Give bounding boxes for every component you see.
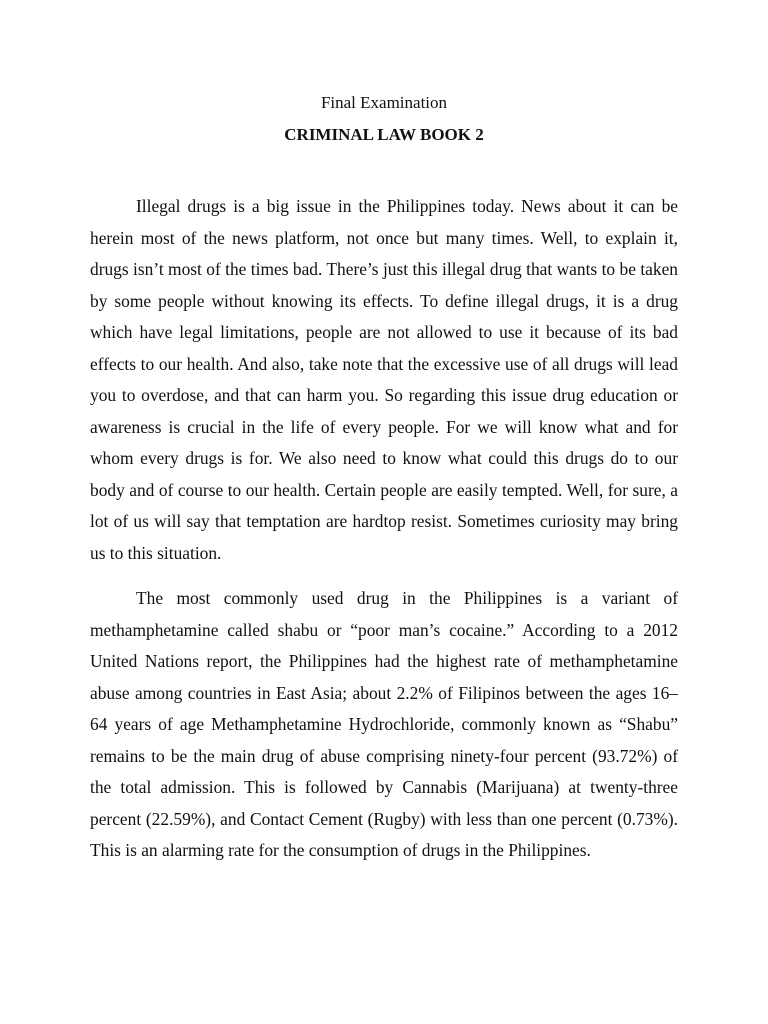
document-title: CRIMINAL LAW BOOK 2	[284, 125, 484, 144]
document-body	[90, 191, 678, 881]
document-header	[0, 90, 768, 148]
exam-label: Final Examination	[320, 93, 448, 112]
paragraph-1: Illegal drugs is a big issue in the Philippines today. News about it can be herein most of the news platform, not once but many times. Well, to explain it, drugs isn’t most of the times bad. There’s just this illegal drug that wants to be taken by some people without knowing its effects. To define illegal drugs, it is a drug which have legal limitations, people are not allowed to use it because of its bad effects to our health. And also, take note that the excessive use of all drugs will lead you to overdose, and that can harm you. So regarding this issue drug education or awareness is crucial in the life of every people. For we will know what and for whom every drugs is for. We also need to know what could this drugs do to our body and of course to our health. Certain people are easily tempted. Well, for sure, a lot of us will say that temptation are hardtop resist. Sometimes curiosity may bring us to this situation.	[90, 196, 678, 563]
paragraph-2: The most commonly used drug in the Philippines is a variant of methamphetamine called shabu or “poor man’s cocaine.” According to a 2012 United Nations report, the Philippines had the highest rate of methamphetamine abuse among countries in East Asia; about 2.2% of Filipinos between the ages 16–64 years of age Methamphetamine Hydrochloride, commonly known as “Shabu” remains to be the main drug of abuse comprising ninety-four percent (93.72%) of the total admission. This is followed by Cannabis (Marijuana) at twenty-three percent (22.59%), and Contact Cement (Rugby) with less than one percent (0.73%). This is an alarming rate for the consumption of drugs in the Philippines.	[90, 588, 678, 860]
